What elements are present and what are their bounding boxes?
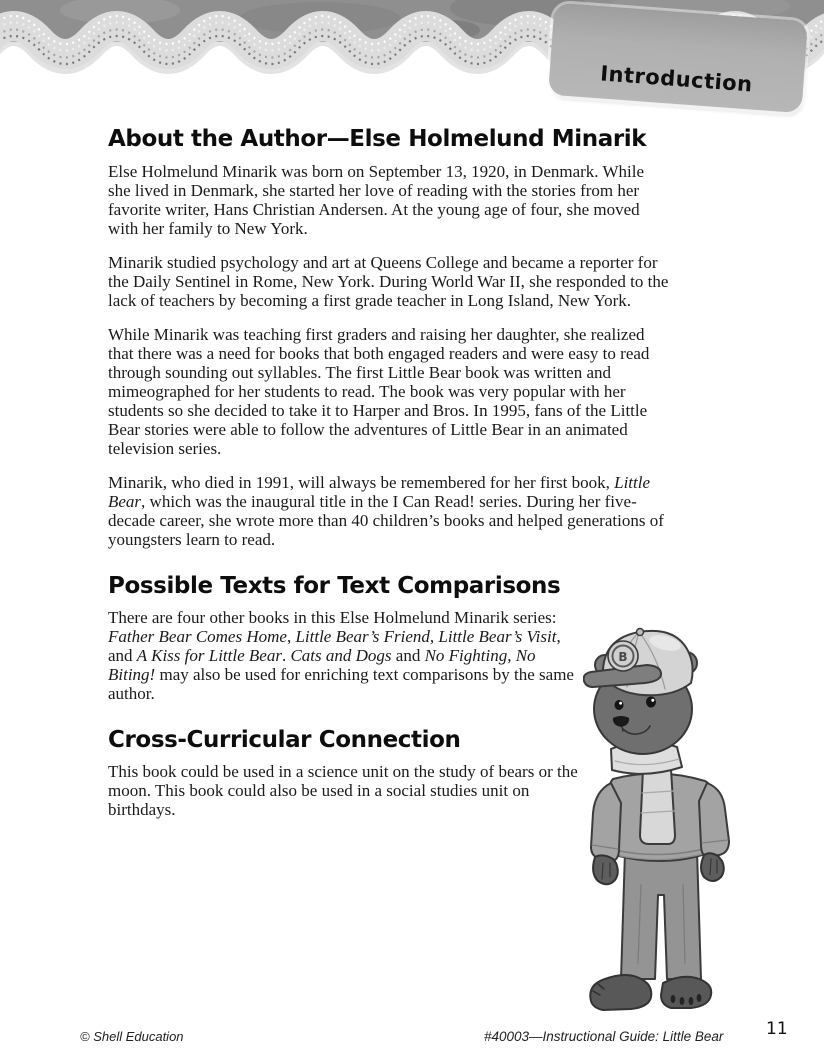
bear-pants <box>621 851 701 979</box>
footer-book-id: #40003—Instructional Guide: Little Bear <box>484 1029 724 1044</box>
heading-cross-curricular: Cross-Curricular Connection <box>108 727 461 753</box>
tab-label: Introduction <box>599 61 754 97</box>
paragraph-author-bio-2: Minarik studied psychology and art at Queens College and became a reporter for the Daily Sentinel in Rome, New York. During World War II, she responded to the lack of teachers by becoming a first grade teacher in Long Island, New York. <box>108 253 669 310</box>
heading-about-the-author: About the Author—Else Holmelund Minarik <box>108 126 647 152</box>
paragraph-possible-texts: There are four other books in this Else Holmelund Minarik series: Father Bear Comes Home, Little Bear’s Friend, Little Bear’s Visit, and A Kiss for Little Bear. Cats and Dogs and No Fighting, No Biting! may also be used for enriching text comparisons by the same author. <box>108 608 574 703</box>
cap-badge-letter: B <box>618 650 628 664</box>
bear-feet <box>590 975 711 1010</box>
paragraph-cross-curricular: This book could be used in a science unit on the study of bears or the moon. This book could also be used in a social studies unit on birthdays. <box>108 762 578 819</box>
paragraph-author-bio-4: Minarik, who died in 1991, will always be remembered for her first book, Little Bear, which was the inaugural title in the I Can Read! series. During her five-decade career, she wrote more than 40 children’s books and helped generations of youngsters learn to read. <box>108 473 664 549</box>
footer-copyright: © Shell Education <box>80 1029 184 1044</box>
section-tab-introduction <box>548 3 808 113</box>
paragraph-author-bio-3: While Minarik was teaching first graders and raising her daughter, she realized that there was a need for books that both engaged readers and were easy to read through sounding out syllables. The first Little Bear book was written and mimeographed for her students to read. The book was very popular with her students so she decided to take it to Harper and Bros. In 1995, fans of the Little Bear stories were able to follow the adventures of Little Bear in an animated television series. <box>108 325 650 458</box>
little-bear-illustration <box>583 623 737 1015</box>
heading-possible-texts: Possible Texts for Text Comparisons <box>108 573 561 599</box>
footer-page-number: 11 <box>766 1019 788 1039</box>
paragraph-author-bio-1: Else Holmelund Minarik was born on September 13, 1920, in Denmark. While she lived in Denmark, she started her love of reading with the stories from her favorite writer, Hans Christian Andersen. At the young age of four, she moved with her family to New York. <box>108 162 645 238</box>
